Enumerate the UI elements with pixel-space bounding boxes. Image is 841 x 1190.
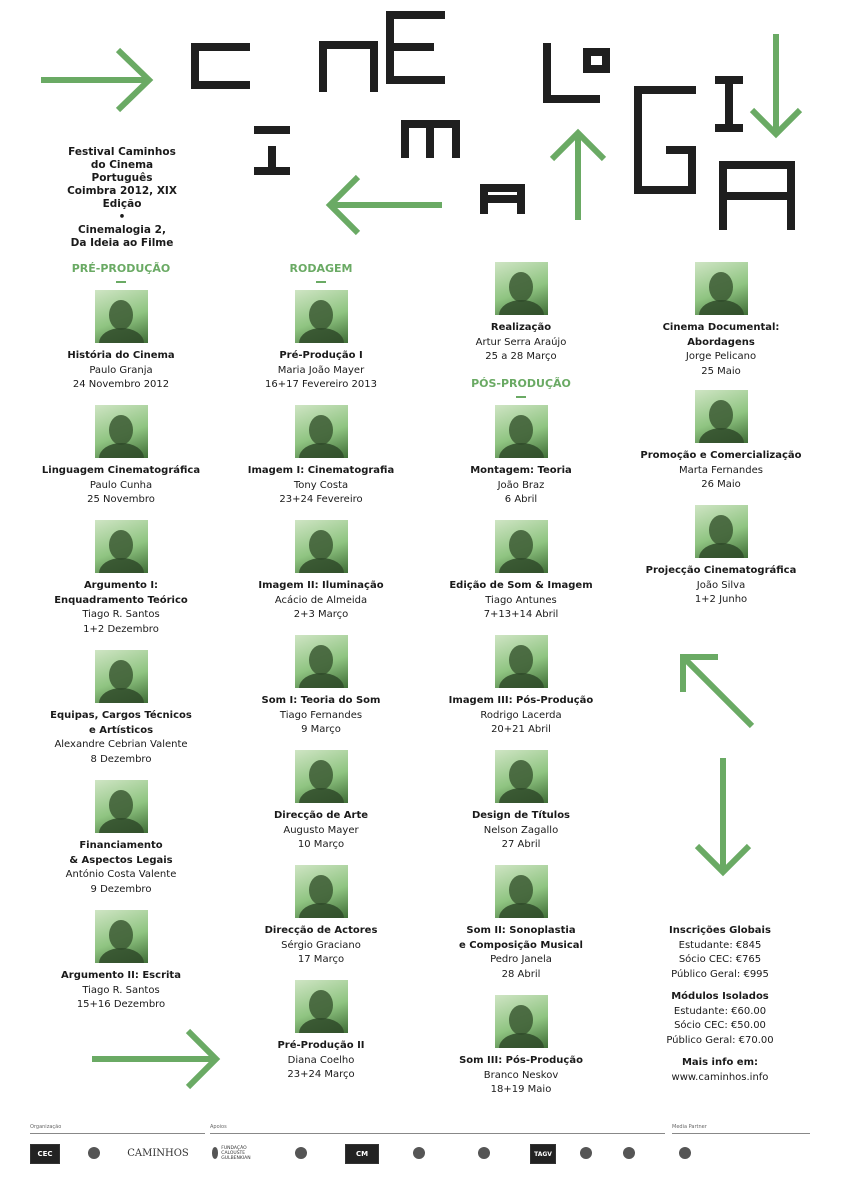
letter-e (390, 15, 441, 80)
speaker-photo (295, 635, 348, 688)
module-date: 24 Novembro 2012 (72, 379, 170, 390)
module-title: Pré-Produção I (279, 350, 363, 361)
info-title: Mais info em: (681, 1057, 758, 1068)
intro-line: Cinemalogia 2, (78, 224, 166, 236)
speaker-name: Augusto Mayer (283, 824, 359, 836)
letter-i-2 (719, 80, 739, 128)
module-date: 17 Março (297, 954, 345, 965)
speaker-photo (495, 635, 548, 688)
speaker-name: Tiago R. Santos (82, 984, 160, 996)
letter-i-1 (258, 130, 286, 171)
speaker-name: Tiago Antunes (485, 594, 557, 606)
logo-university-3 (572, 1144, 602, 1162)
section-title: PÓS-PRODUÇÃO (471, 377, 571, 390)
global-title: Inscrições Globais (669, 925, 771, 936)
module-date: 25 Maio (701, 365, 741, 377)
module-title: Direcção de Arte (273, 810, 369, 821)
module-date: 26 Maio (701, 479, 741, 490)
module-title: Imagem III: Pós-Produção (448, 695, 594, 706)
speaker-photo (95, 910, 148, 963)
module-card (21, 910, 221, 1013)
module-card (421, 405, 621, 508)
module-card (621, 505, 821, 608)
module-card (221, 290, 421, 393)
module-date: 28 Abril (501, 968, 541, 980)
module-card (221, 405, 421, 508)
module-title: Som II: Sonoplastia (466, 925, 576, 936)
module-card (21, 650, 221, 767)
module-title: Som III: Pós-Produção (459, 1055, 583, 1066)
module-card (221, 635, 421, 738)
module-title: e Artísticos (88, 724, 154, 736)
pricing-block (620, 924, 820, 1085)
module-date: 16+17 Fevereiro 2013 (265, 379, 377, 390)
module-title: Imagem I: Cinematografia (247, 465, 395, 476)
speaker-photo (295, 290, 348, 343)
speaker-name: Paulo Granja (89, 364, 153, 376)
speaker-name: Tiago Fernandes (279, 709, 363, 721)
module-title: Enquadramento Teórico (54, 594, 188, 606)
speaker-name: João Silva (696, 579, 746, 591)
price-line: Sócio CEC: €50.00 (674, 1020, 766, 1031)
module-title: Argumento II: Escrita (61, 970, 181, 981)
speaker-photo (295, 980, 348, 1033)
module-title: Montagem: Teoria (470, 465, 572, 476)
module-card (421, 865, 621, 982)
module-card (621, 390, 821, 493)
price-line: Estudante: €845 (678, 939, 762, 951)
arrow-up-mid (552, 133, 604, 220)
speaker-name: Maria João Mayer (277, 364, 365, 376)
letter-c (195, 47, 246, 85)
speaker-photo (695, 390, 748, 443)
module-date: 1+2 Junho (694, 594, 748, 605)
section-dash (116, 281, 126, 283)
module-title: Projecção Cinematográfica (645, 565, 797, 576)
speaker-photo (495, 865, 548, 918)
speaker-name: Nelson Zagallo (483, 824, 559, 836)
modules-title: Módulos Isolados (671, 991, 769, 1002)
section-pre-producao (36, 262, 206, 283)
logo-university-1 (400, 1144, 440, 1162)
speaker-photo (95, 650, 148, 703)
module-date: 7+13+14 Abril (483, 609, 559, 620)
logo-cm: CM (345, 1144, 379, 1164)
arrow-down-lower (697, 758, 749, 872)
module-date: 20+21 Abril (491, 724, 551, 735)
module-title: Promoção e Comercialização (640, 450, 802, 461)
module-title: Pré-Produção II (277, 1040, 365, 1051)
module-title: Direcção de Actores (264, 925, 378, 936)
festival-intro (60, 146, 184, 250)
module-date: 1+2 Dezembro (83, 623, 159, 635)
letter-o (587, 52, 606, 69)
price-line: Estudante: €60.00 (673, 1005, 767, 1017)
logo-cec: CEC (30, 1144, 60, 1164)
module-title: e Composição Musical (459, 939, 583, 951)
logo-crest (292, 1144, 312, 1162)
module-date: 2+3 Março (293, 609, 349, 620)
logo-university-2 (465, 1144, 505, 1162)
speaker-name: João Braz (497, 479, 545, 491)
logo-gulbenkian-text: FUNDAÇÃO CALOUSTE GULBENKIAN (221, 1145, 251, 1161)
speaker-photo (695, 505, 748, 558)
footer-rule-media (672, 1133, 810, 1134)
module-card (221, 750, 421, 853)
cinemalogia-title-letters (195, 15, 791, 226)
module-title: Financiamento (79, 840, 163, 851)
footer-label-apoios: Apoios (210, 1124, 227, 1130)
module-card (221, 865, 421, 968)
section-dash (316, 281, 326, 283)
logo-media-partner (676, 1144, 696, 1162)
module-card (21, 405, 221, 508)
speaker-photo (95, 405, 148, 458)
speaker-photo (295, 865, 348, 918)
module-title: Imagem II: Iluminação (258, 580, 384, 591)
arrow-left-mid (330, 177, 442, 233)
speaker-name: Tony Costa (293, 479, 349, 491)
footer-rule-organizacao (30, 1133, 205, 1134)
speaker-name: Marta Fernandes (679, 464, 763, 476)
module-card (421, 520, 621, 623)
letter-g (638, 90, 692, 190)
module-card (21, 780, 221, 897)
module-date: 23+24 Março (287, 1069, 355, 1080)
logo-mark (84, 1144, 106, 1162)
module-date: 9 Março (301, 724, 341, 735)
module-date: 23+24 Fevereiro (279, 494, 363, 505)
speaker-name: Branco Neskov (483, 1069, 559, 1081)
letter-n (323, 45, 374, 88)
module-card (621, 262, 821, 379)
module-title: História do Cinema (67, 350, 175, 361)
intro-line: Festival Caminhos (68, 146, 176, 158)
speaker-name: António Costa Valente (65, 869, 177, 880)
speaker-photo (695, 262, 748, 315)
module-title: Som I: Teoria do Som (261, 695, 381, 706)
intro-line: • (118, 211, 126, 223)
module-card (21, 520, 221, 637)
module-date: 15+16 Dezembro (76, 999, 166, 1010)
letter-a (484, 188, 521, 210)
module-title: Cinema Documental: (662, 322, 780, 333)
module-date: 10 Março (297, 839, 345, 850)
arrow-right-top (41, 50, 149, 110)
module-title: Abordagens (687, 336, 755, 348)
footer-rule-apoios (210, 1133, 665, 1134)
speaker-name: Paulo Cunha (89, 479, 153, 491)
intro-line: do Cinema Português (90, 159, 154, 184)
speaker-name: Sérgio Graciano (281, 939, 361, 951)
module-card (421, 635, 621, 738)
speaker-photo (295, 405, 348, 458)
speaker-photo (495, 262, 548, 315)
module-card (221, 980, 421, 1083)
section-dash (516, 396, 526, 398)
section-pos-producao (436, 377, 606, 398)
module-title: Argumento I: (83, 580, 159, 591)
module-date: 9 Dezembro (90, 883, 152, 895)
speaker-photo (295, 520, 348, 573)
speaker-photo (295, 750, 348, 803)
logo-caminhos: CAMINHOS (127, 1147, 189, 1159)
module-card (421, 262, 621, 365)
speaker-photo (95, 290, 148, 343)
intro-line: Coimbra 2012, XIX Edição (67, 185, 177, 210)
module-date: 25 a 28 Março (485, 351, 557, 362)
speaker-name: Diana Coelho (287, 1054, 355, 1066)
logo-gulbenkian (212, 1144, 264, 1162)
section-rodagem (236, 262, 406, 283)
speaker-name: Rodrigo Lacerda (480, 709, 562, 721)
speaker-photo (495, 520, 548, 573)
intro-line: Da Ideia ao Filme (70, 237, 174, 249)
speaker-photo (95, 780, 148, 833)
module-title: Equipas, Cargos Técnicos (50, 710, 192, 721)
speaker-name: Alexandre Cebrian Valente (54, 739, 188, 750)
arrow-down-right (752, 34, 800, 134)
letter-m (405, 124, 456, 154)
module-date: 27 Abril (501, 839, 541, 850)
footer-label-organizacao: Organização (30, 1124, 62, 1130)
speaker-name: Jorge Pelicano (685, 351, 757, 362)
module-card (221, 520, 421, 623)
speaker-photo (495, 995, 548, 1048)
section-title: PRÉ-PRODUÇÃO (71, 262, 171, 275)
module-date: 25 Novembro (87, 494, 155, 505)
price-line: Sócio CEC: €765 (678, 954, 762, 965)
module-title: Edição de Som & Imagem (449, 580, 593, 591)
speaker-photo (495, 750, 548, 803)
module-title: Design de Títulos (471, 810, 571, 821)
info-url[interactable]: www.caminhos.info (671, 1071, 769, 1083)
logo-university-4 (610, 1144, 650, 1162)
module-date: 6 Abril (504, 494, 538, 505)
module-card (421, 995, 621, 1098)
speaker-name: Tiago R. Santos (82, 609, 160, 620)
speaker-name: Pedro Janela (490, 954, 552, 965)
arrow-up-left (683, 657, 752, 726)
section-title: RODAGEM (289, 262, 353, 275)
letter-a-2 (723, 165, 791, 226)
speaker-photo (495, 405, 548, 458)
module-card (21, 290, 221, 393)
logo-tagv: TAGV (530, 1144, 556, 1164)
price-line: Público Geral: €70.00 (666, 1034, 774, 1046)
speaker-name: Acácio de Almeida (274, 594, 368, 606)
module-card (421, 750, 621, 853)
module-title: Realização (490, 322, 552, 333)
price-line: Público Geral: €995 (671, 968, 769, 980)
module-title: & Aspectos Legais (69, 854, 173, 866)
module-date: 8 Dezembro (90, 753, 152, 765)
module-date: 18+19 Maio (490, 1084, 552, 1095)
speaker-photo (95, 520, 148, 573)
footer-label-media: Media Partner (672, 1124, 707, 1130)
module-title: Linguagem Cinematográfica (41, 465, 201, 476)
arrow-right-bottom (92, 1031, 216, 1087)
speaker-name: Artur Serra Araújo (475, 336, 567, 348)
